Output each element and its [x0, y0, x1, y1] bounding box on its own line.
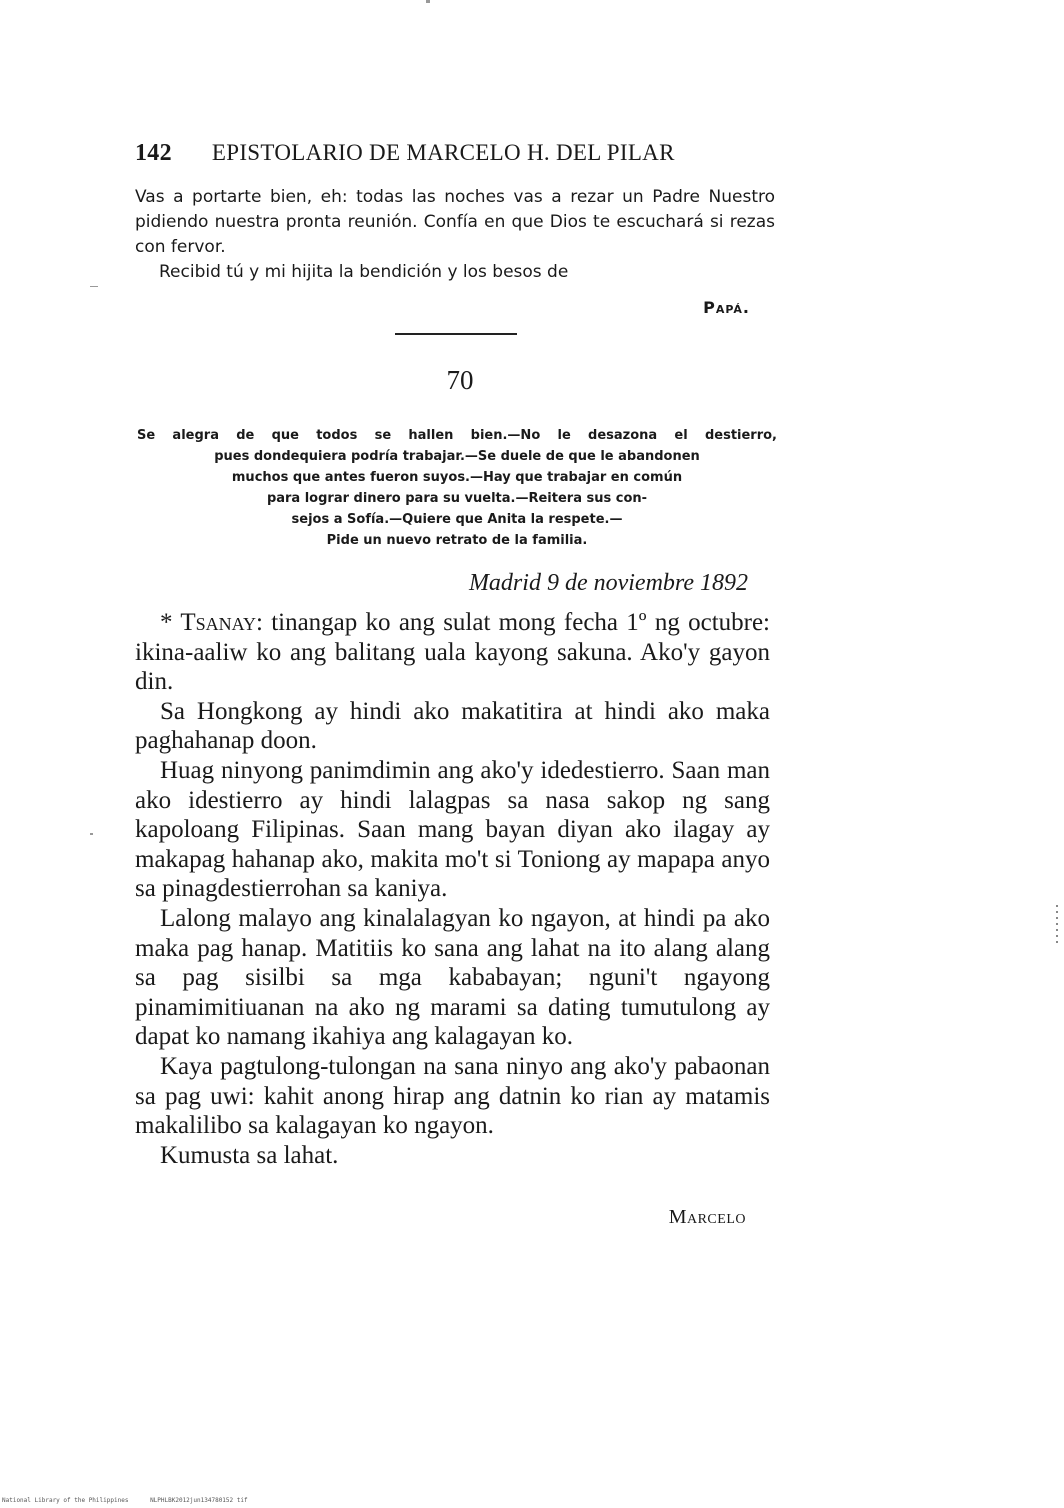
salutation: * Tsanay:: [160, 609, 263, 636]
paragraph-text: tinangap ko ang sulat mong fecha 1º ng octubre: ikina-aaliw ko ang balitang uala kayong sakuna. Ako'y gayon din.: [135, 609, 771, 696]
letter-body: [135, 608, 770, 1170]
summary-line: Se alegra de que todos se hallen bien.—No le desazona el destierro,: [137, 428, 777, 443]
running-header: [135, 140, 775, 167]
scan-mark-right: [1056, 905, 1058, 945]
scan-mark-left: [90, 286, 98, 287]
previous-letter-ending: [135, 185, 775, 285]
summary-line: para lograr dinero para su vuelta.—Reitera sus con-: [266, 491, 648, 506]
scan-mark-left-2: [90, 833, 93, 835]
body-paragraph: Sa Hongkong ay hindi ako makatitira at hindi ako maka paghahanap doon.: [135, 697, 770, 755]
footer-identifier: NLPHLBK2012jun134780152 tif: [150, 1497, 248, 1504]
body-paragraph: Lalong malayo ang kinalalagyan ko ngayon, at hindi pa ako maka pag hanap. Matitiis ko sana ang lahat na ito alang alang sa pag sisilbi sa mga kababayan; nguni't ngayong pinamimitiuanan na ako ng marami sa dating tumutulong ay dapat ko namang ikahiya ang kalagayan ko.: [135, 904, 770, 1051]
previous-paragraph: Vas a portarte bien, eh: todas las noches vas a rezar un Padre Nuestro pidiendo nuestra pronta reunión. Confía en que Dios te escuchará si rezas con fervor.: [135, 187, 775, 257]
summary-line: muchos que antes fueron suyos.—Hay que trabajar en común: [231, 470, 683, 485]
running-title: EPISTOLARIO DE MARCELO H. DEL PILAR: [211, 140, 675, 165]
summary-line: sejos a Sofía.—Quiere que Anita la respete.—: [291, 512, 623, 527]
footer-source: National Library of the Philippines: [2, 1497, 129, 1504]
previous-paragraph: Recibid tú y mi hijita la bendición y los besos de: [159, 262, 569, 282]
letter-number: 70: [446, 365, 474, 395]
body-paragraph: Huag ninyong panimdimin ang ako'y idedestierro. Saan man ako idestierro ay hindi lalagpas sa nasa sakop ng sang kapoloang Filipinas. Saan mang bayan diyan ako ilagay ay makapag hahanap ako, makita mo't si Toniong ay mapapa anyo sa pinagdestierrohan sa kaniya.: [135, 756, 770, 903]
letter-summary: [137, 425, 777, 551]
scan-mark-top: [426, 0, 430, 3]
scan-footer: [2, 1497, 402, 1504]
body-paragraph: Kaya pagtulong-tulongan na sana ninyo ang ako'y pabaonan sa pag uwi: kahit anong hirap ang datnin ko rian ay matamis makalilibo sa kalagayan ko ngayon.: [135, 1052, 770, 1140]
section-divider: [395, 333, 517, 335]
dateline: Madrid 9 de noviembre 1892: [468, 570, 748, 596]
body-paragraph: Kumusta sa lahat.: [160, 1141, 339, 1169]
summary-line: pues dondequiera podría trabajar.—Se duele de que le abandonen: [214, 449, 700, 464]
summary-line: Pide un nuevo retrato de la familia.: [326, 533, 588, 548]
page-number: 142: [135, 140, 172, 166]
body-paragraph: [135, 608, 770, 697]
letter-signature: Marcelo: [668, 1206, 746, 1228]
previous-signature: Papá.: [703, 298, 750, 317]
